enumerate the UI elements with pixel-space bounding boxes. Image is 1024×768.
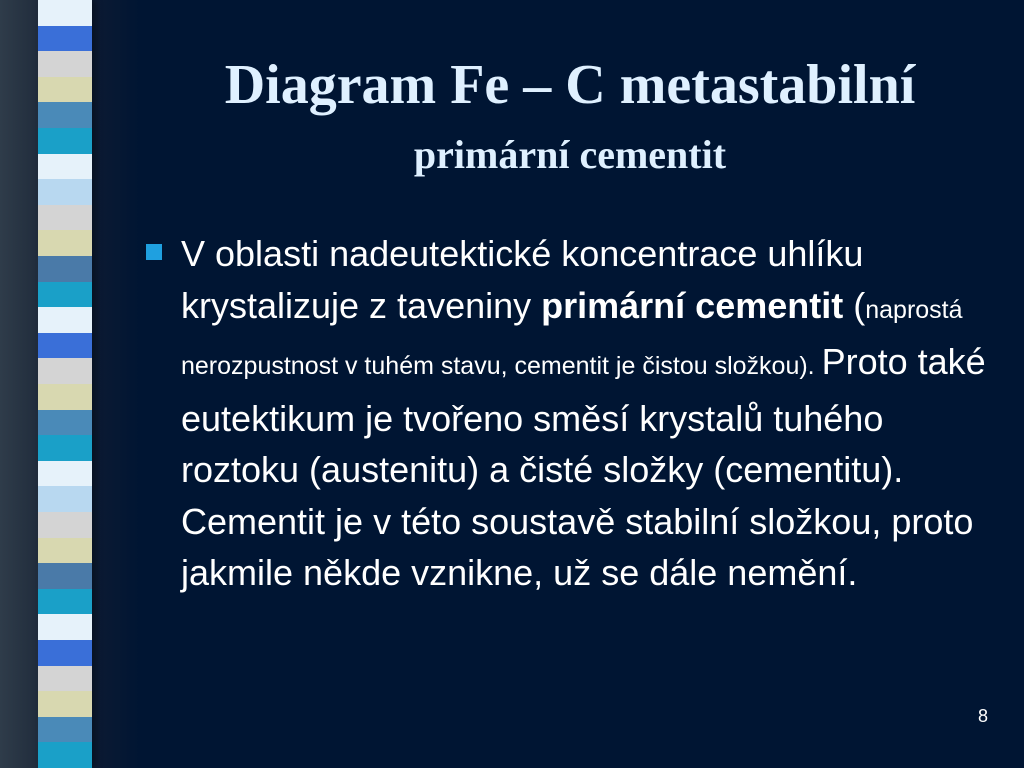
stripe-block — [38, 538, 92, 564]
stripe-block — [38, 614, 92, 640]
stripe-block — [38, 435, 92, 461]
page-number: 8 — [977, 706, 988, 726]
stripe-block — [38, 461, 92, 487]
stripe-block — [38, 256, 92, 282]
stripe-block — [38, 205, 92, 231]
stripe-block — [38, 384, 92, 410]
stripe-block — [38, 358, 92, 384]
stripe-block — [38, 0, 92, 26]
stripe-block — [38, 307, 92, 333]
bullet-text-note: naprostá nerozpustnost v tuhém stavu, cementit je čistou složkou). — [181, 295, 963, 380]
stripe-block — [38, 128, 92, 154]
stripe-block — [38, 410, 92, 436]
stripe-block — [38, 563, 92, 589]
stripe-block — [38, 640, 92, 666]
bullet-square-icon — [146, 244, 162, 260]
bullet-paragraph — [181, 228, 1001, 599]
slide-title: Diagram Fe – C metastabilní — [224, 54, 916, 116]
stripe-block — [38, 230, 92, 256]
stripe-block — [38, 717, 92, 743]
stripe-block — [38, 742, 92, 768]
stripe-block — [38, 77, 92, 103]
stripe-block — [38, 589, 92, 615]
stripe-block — [38, 691, 92, 717]
bullet-text-intro: V oblasti nadeutektické koncentrace uhlíku krystalizuje z taveniny — [181, 233, 864, 326]
slide-subtitle: primární cementit — [413, 132, 727, 177]
stripe-block — [38, 666, 92, 692]
bullet-text-paren: ( — [843, 284, 866, 326]
decorative-stripe-strip — [38, 0, 92, 768]
bullet-text-bold: primární cementit — [541, 284, 844, 326]
bullet-text-rest: Proto také eutektikum je tvořeno směsí krystalů tuhého roztoku (austenitu) a čisté složky (cementitu). Cementit je v této soustavě stabilní složkou, proto jakmile někde vznikne, už se dále nemění. — [181, 341, 986, 593]
stripe-block — [38, 282, 92, 308]
stripe-block — [38, 26, 92, 52]
stripe-block — [38, 512, 92, 538]
stripe-block — [38, 154, 92, 180]
stripe-block — [38, 333, 92, 359]
stripe-block — [38, 179, 92, 205]
stripe-block — [38, 486, 92, 512]
stripe-block — [38, 102, 92, 128]
stripe-block — [38, 51, 92, 77]
